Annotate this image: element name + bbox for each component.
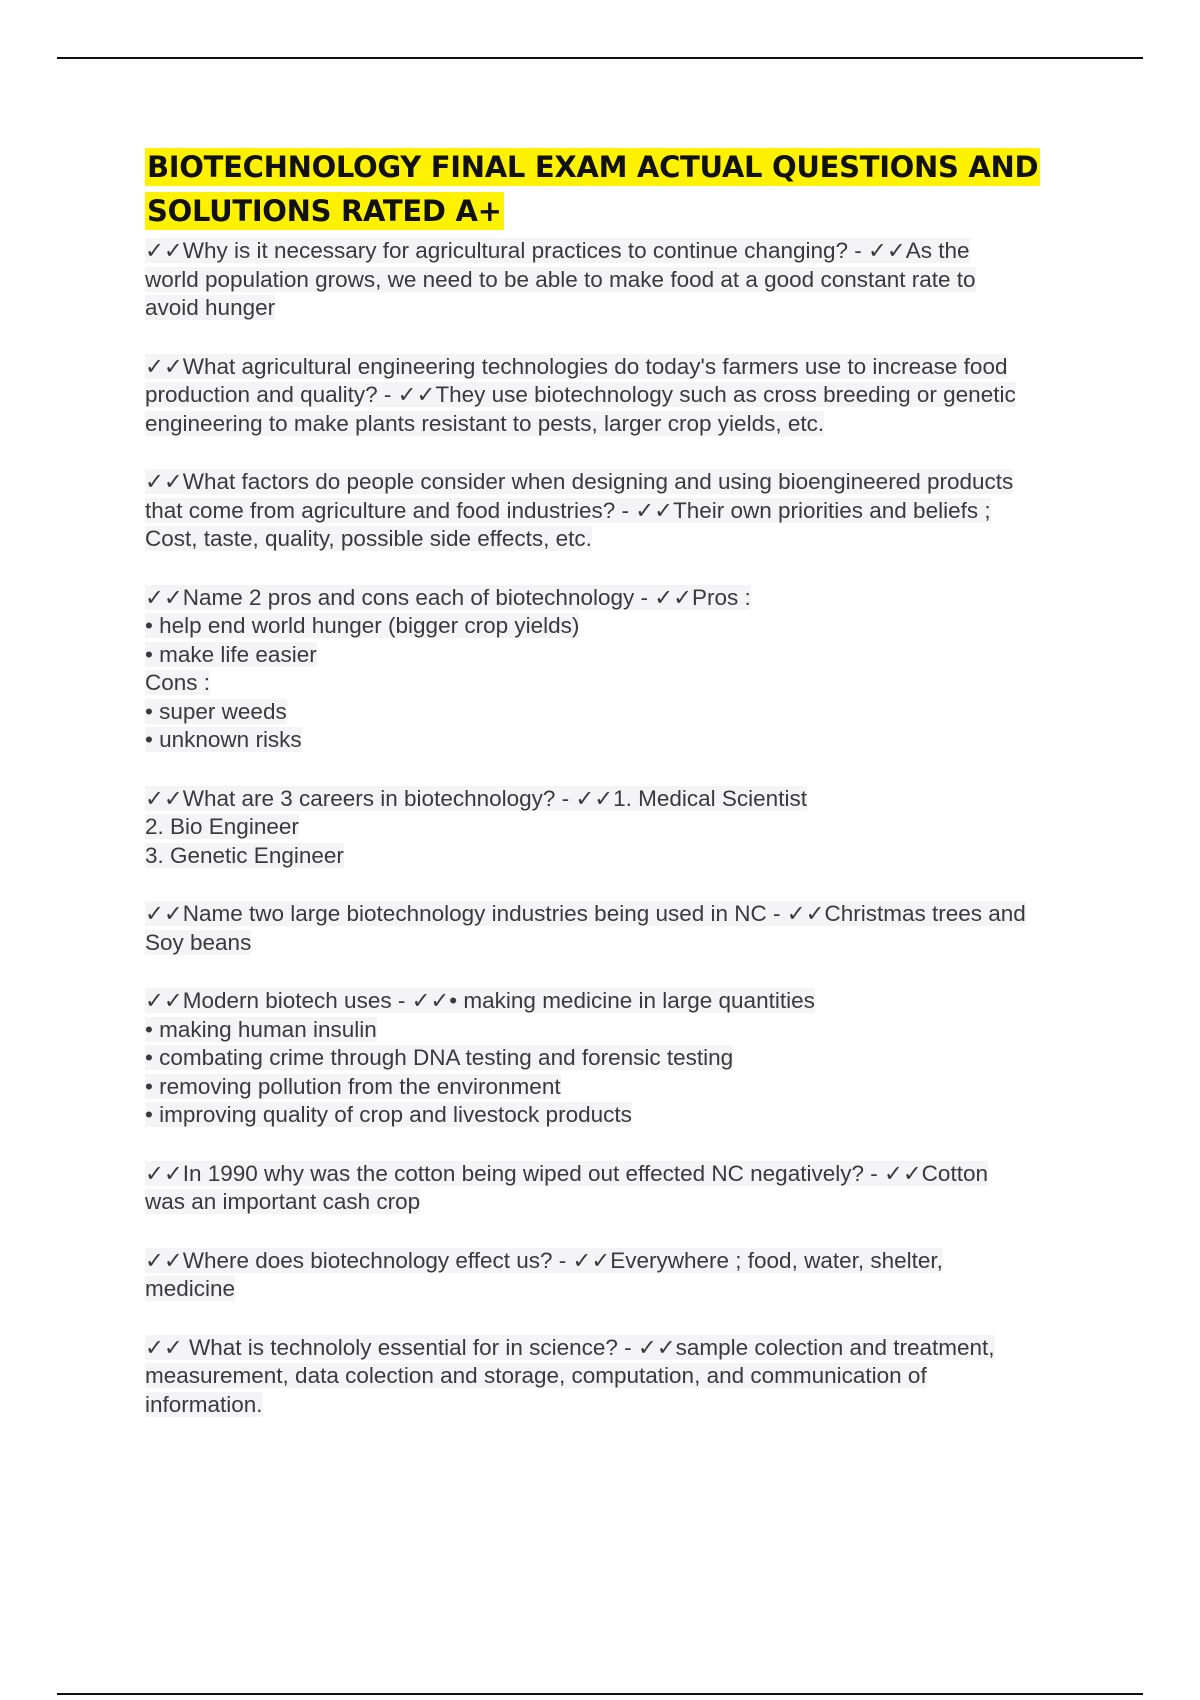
qa-line xyxy=(145,669,1105,698)
qa-line xyxy=(145,1044,1105,1073)
qa-line xyxy=(145,726,1105,755)
qa-line xyxy=(145,381,1105,410)
title-highlight: BIOTECHNOLOGY FINAL EXAM ACTUAL QUESTIONS AND SOLUTIONS RATED A+ xyxy=(147,150,1039,228)
qa-entry xyxy=(145,987,1105,1130)
qa-line-text: ✓✓What factors do people consider when designing and using bioengineered products xyxy=(145,469,1014,494)
qa-line xyxy=(145,353,1105,382)
qa-line xyxy=(145,1073,1105,1102)
qa-line xyxy=(145,1160,1105,1189)
qa-line xyxy=(145,237,1105,266)
qa-line xyxy=(145,698,1105,727)
qa-line-text: ✓✓Where does biotechnology effect us? - ✓✓Everywhere ; food, water, shelter, xyxy=(145,1247,943,1273)
qa-entry xyxy=(145,1247,1105,1304)
qa-line-text: ✓✓Modern biotech uses - ✓✓• making medicine in large quantities xyxy=(145,988,815,1013)
qa-line-text: ✓✓In 1990 why was the cotton being wiped out effected NC negatively? - ✓✓Cotton xyxy=(145,1160,988,1186)
qa-line xyxy=(145,584,1105,613)
qa-line-text: • super weeds xyxy=(145,698,287,724)
qa-line xyxy=(145,1275,1105,1304)
document-title xyxy=(145,145,1105,233)
qa-line xyxy=(145,1362,1105,1391)
qa-line xyxy=(145,1188,1105,1217)
qa-line-text: measurement, data colection and storage, computation, and communication of xyxy=(145,1363,927,1388)
qa-line xyxy=(145,842,1105,871)
qa-line-text: information. xyxy=(145,1391,263,1417)
qa-line xyxy=(145,641,1105,670)
qa-line-text: ✓✓What are 3 careers in biotechnology? - ✓✓1. Medical Scientist xyxy=(145,785,807,811)
qa-line-text: 3. Genetic Engineer xyxy=(145,842,344,868)
qa-line xyxy=(145,294,1105,323)
qa-entry xyxy=(145,584,1105,755)
qa-line xyxy=(145,929,1105,958)
qa-line-text: world population grows, we need to be able to make food at a good constant rate to xyxy=(145,266,976,292)
qa-line-text: ✓✓What agricultural engineering technologies do today's farmers use to increase food xyxy=(145,353,1008,379)
qa-line-text: Cons : xyxy=(145,670,211,695)
qa-line-text: Soy beans xyxy=(145,929,252,955)
qa-line-text: Cost, taste, quality, possible side effects, etc. xyxy=(145,526,592,551)
qa-line-text: medicine xyxy=(145,1276,236,1301)
qa-line-text: ✓✓ What is technololy essential for in science? - ✓✓sample colection and treatment, xyxy=(145,1334,995,1360)
qa-entry xyxy=(145,353,1105,439)
qa-line-text: • improving quality of crop and livestock products xyxy=(145,1102,632,1127)
qa-line xyxy=(145,612,1105,641)
qa-line xyxy=(145,813,1105,842)
qa-entry xyxy=(145,900,1105,957)
qa-line xyxy=(145,497,1105,526)
qa-entry xyxy=(145,785,1105,871)
qa-line xyxy=(145,900,1105,929)
qa-line xyxy=(145,1101,1105,1130)
qa-line-text: • unknown risks xyxy=(145,727,302,752)
qa-line xyxy=(145,987,1105,1016)
qa-line-text: that come from agriculture and food industries? - ✓✓Their own priorities and beliefs ; xyxy=(145,497,991,523)
qa-line xyxy=(145,525,1105,554)
qa-line xyxy=(145,1016,1105,1045)
qa-line-text: production and quality? - ✓✓They use biotechnology such as cross breeding or genetic xyxy=(145,382,1016,407)
qa-line xyxy=(145,1391,1105,1420)
qa-line-text: • make life easier xyxy=(145,641,317,667)
qa-line xyxy=(145,410,1105,439)
qa-line xyxy=(145,468,1105,497)
qa-line xyxy=(145,785,1105,814)
qa-line-text: engineering to make plants resistant to pests, larger crop yields, etc. xyxy=(145,410,825,436)
qa-line xyxy=(145,1247,1105,1276)
qa-line-text: ✓✓Why is it necessary for agricultural practices to continue changing? - ✓✓As the xyxy=(145,238,970,263)
qa-line-text: • making human insulin xyxy=(145,1016,377,1042)
qa-line-text: • combating crime through DNA testing and forensic testing xyxy=(145,1045,734,1070)
qa-line-text: ✓✓Name 2 pros and cons each of biotechnology - ✓✓Pros : xyxy=(145,584,751,610)
qa-entry xyxy=(145,1160,1105,1217)
qa-line-text: ✓✓Name two large biotechnology industries being used in NC - ✓✓Christmas trees and xyxy=(145,901,1026,926)
qa-line-text: • help end world hunger (bigger crop yields) xyxy=(145,613,580,638)
qa-line xyxy=(145,1334,1105,1363)
qa-line-text: • removing pollution from the environment xyxy=(145,1073,561,1099)
qa-entry xyxy=(145,237,1105,323)
qa-entry xyxy=(145,1334,1105,1420)
qa-line-text: 2. Bio Engineer xyxy=(145,814,299,839)
qa-line-text: was an important cash crop xyxy=(145,1189,421,1214)
document-body xyxy=(145,145,1105,1449)
bottom-divider xyxy=(57,1693,1143,1695)
top-divider xyxy=(57,57,1143,59)
qa-line xyxy=(145,266,1105,295)
qa-line-text: avoid hunger xyxy=(145,295,276,320)
qa-entry xyxy=(145,468,1105,554)
